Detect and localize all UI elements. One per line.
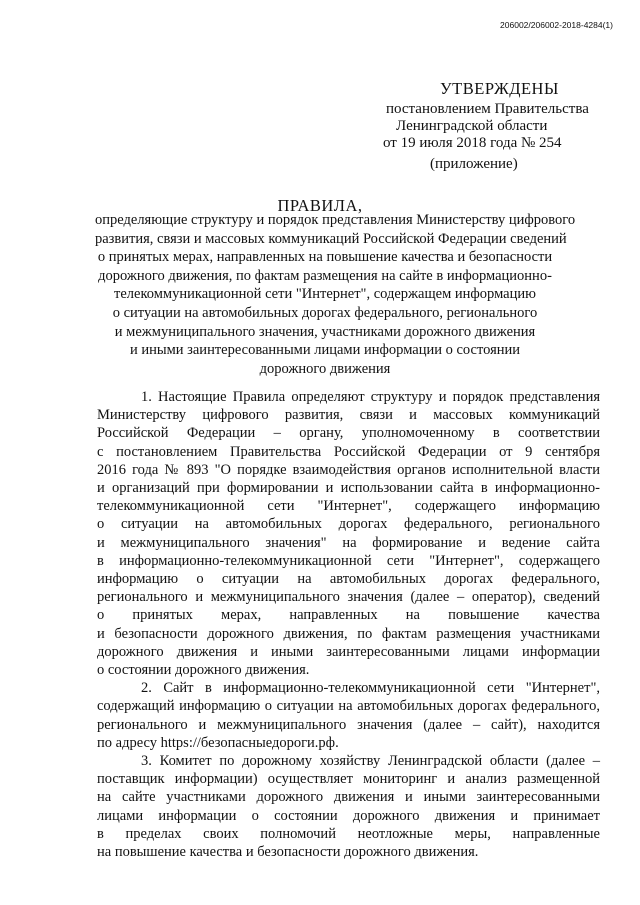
paragraph-line: о состоянии дорожного движения. [97,662,310,679]
paragraph-line: содержащий информацию о ситуации на автомобильных дорогах федерального, [97,698,600,715]
subtitle-line: о ситуации на автомобильных дорогах федерального, регионального [112,304,538,321]
paragraph-line: 3. Комитет по дорожному хозяйству Ленинградской области (далее – [141,753,600,770]
subtitle-line: дорожного движения [259,360,391,377]
paragraph-line: дорожного движения и иными заинтересованными лицами информации [97,643,600,660]
subtitle-line: телекоммуникационной сети "Интернет", содержащем информацию [114,286,536,303]
paragraph-line: поставщик информации) осуществляет мониторинг и анализ размещенной [97,771,600,788]
subtitle-line: определяющие структуру и порядок представления Министерству цифрового [95,212,576,228]
paragraph-line: 1. Настоящие Правила определяют структуру и порядок представления [141,389,600,405]
paragraph-line: с постановлением Правительства Российской Федерации от 9 сентября [97,443,600,460]
paragraph-line: Министерству цифрового развития, связи и массовых коммуникаций [97,407,600,424]
paragraph-line: о ситуации на автомобильных дорогах федерального, регионального [97,516,600,533]
paragraph-line: и безопасности дорожного движения, по фактам размещения участниками [97,625,600,642]
paragraph-line: регионального и межмуниципального значения (далее – оператор), сведений [97,589,600,606]
approval-line-decree: постановлением Правительства [386,101,589,117]
approval-appendix: (приложение) [430,156,518,172]
paragraph-line: и организаций при формировании и использовании сайта в информационно- [97,480,600,497]
subtitle-line: и иными заинтересованными лицами информации о состоянии [129,342,521,359]
paragraph-1 [97,388,600,679]
paragraph-line: на сайте участниками дорожного движения и иными заинтересованными [97,789,600,806]
paragraph-line: регионального и межмуниципального значения (далее – сайт), находится [97,716,600,733]
paragraph-line: по адресу https://безопасныедороги.рф. [97,734,339,751]
paragraph-line: в информационно-телекоммуникационной сети "Интернет", содержащего [97,552,600,569]
paragraph-line: Российской Федерации – органу, уполномоченному в соответствии [97,425,600,442]
paragraph-line: информацию о ситуации на автомобильных дорогах федерального, [97,571,600,588]
document-registration-number: 206002/206002-2018-4284(1) [500,20,613,30]
paragraph-line: в пределах своих полномочий неотложные меры, направленные [97,825,600,842]
paragraph-line: 2016 года № 893 "О порядке взаимодействия органов исполнительной власти [97,461,600,478]
subtitle-line: дорожного движения, по фактам размещения на сайте в информационно- [98,267,552,284]
approval-line-region: Ленинградской области [396,118,548,134]
paragraph-line: лицами информации о состоянии дорожного движения и принимает [97,807,600,824]
subtitle-line: о принятых мерах, направленных на повышение качества и безопасности [97,249,553,266]
paragraph-line: о принятых мерах, направленных на повышение качества [97,607,600,624]
paragraph-2 [97,679,600,752]
subtitle-line: развития, связи и массовых коммуникаций Российской Федерации сведений [95,230,567,247]
document-body [97,388,600,861]
approval-line-date: от 19 июля 2018 года № 254 [383,135,562,151]
approval-block [383,80,623,173]
paragraph-line: 2. Сайт в информационно-телекоммуникационной сети "Интернет", [141,680,600,697]
paragraph-3 [97,752,600,861]
paragraph-line: на повышение качества и безопасности дорожного движения. [97,844,479,861]
approved-heading: УТВЕРЖДЕНЫ [440,79,559,98]
subtitle-line: и межмуниципального значения, участниками дорожного движения [114,323,536,340]
paragraph-line: и межмуниципального значения" на формирование и ведение сайта [97,534,600,551]
document-subtitle [95,211,576,378]
document-title: ПРАВИЛА, [277,196,363,215]
paragraph-line: телекоммуникационной сети "Интернет", содержащего информацию [97,498,600,515]
